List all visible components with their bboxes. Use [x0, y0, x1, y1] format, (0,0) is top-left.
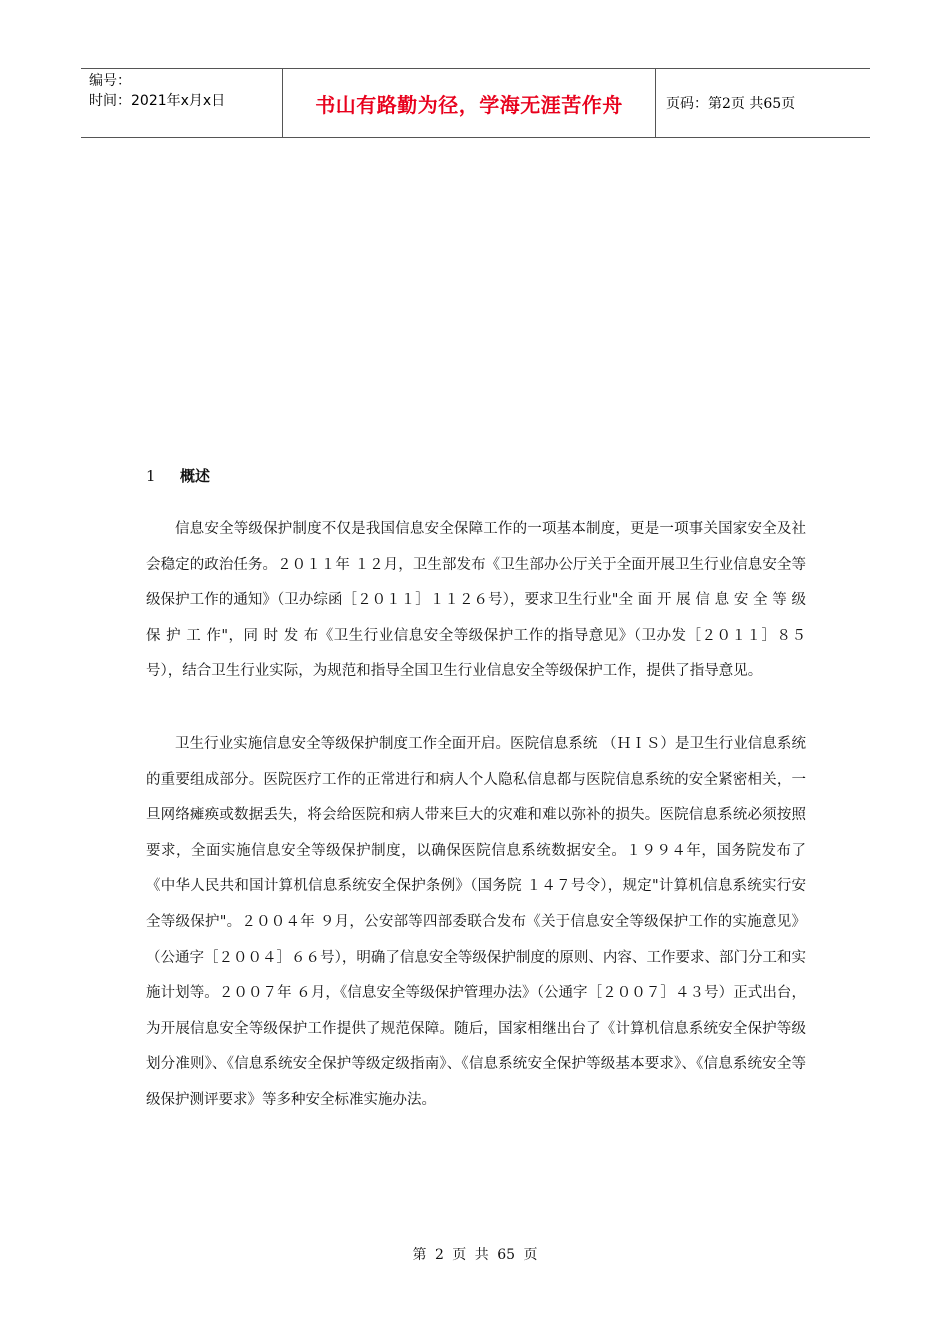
serial-label: 编号： — [89, 73, 131, 89]
header-motto-cell — [282, 69, 656, 137]
paragraph-1: 信息安全等级保护制度不仅是我国信息安全保障工作的一项基本制度，更是一项事关国家安全及社会稳定的政治任务。２０１１年 １２月，卫生部发布《卫生部办公厅关于全面开展卫生行业信息安全等级保护工作的通知》（卫办综函［２０１１］１１２６号），要求卫生行业"全 面 开 展 信 息 安 全 等 级 保 护 工 作"，同 时 发 布《卫生行业信息安全等级保护工作的指导意见》（卫办发［２０１１］８５号），结合卫生行业实际，为规范和指导全国卫生行业信息安全等级保护工作，提供了指导意见。 — [146, 521, 806, 680]
section-heading — [146, 462, 806, 490]
paragraph-gap — [146, 690, 806, 727]
section-title: 概述 — [180, 467, 211, 485]
time-label: 时间：2021年x月x日 — [89, 93, 226, 109]
motto-text: 书山有路勤为径，学海无涯苦作舟 — [315, 92, 623, 117]
header-page-info: 页码：第2页 共65页 — [666, 96, 796, 112]
document-body — [146, 462, 806, 1119]
page-footer: 第 2 页 共 65 页 — [412, 1247, 538, 1263]
page-header — [81, 68, 870, 138]
section-number: 1 — [146, 467, 156, 485]
header-left-cell — [81, 69, 282, 137]
paragraph-2: 卫生行业实施信息安全等级保护制度工作全面开启。医院信息系统 （ＨＩＳ）是卫生行业信息系统的重要组成部分。医院医疗工作的正常进行和病人个人隐私信息都与医院信息系统的安全紧密相关，一旦网络瘫痪或数据丢失，将会给医院和病人带来巨大的灾难和难以弥补的损失。医院信息系统必须按照要求，全面实施信息安全等级保护制度，以确保医院信息系统数据安全。１９９４年，国务院发布了《中华人民共和国计算机信息系统安全保护条例》（国务院 １４７号令），规定"计算机信息系统实行安全等级保护"。２００４年 ９月，公安部等四部委联合发布《关于信息安全等级保护工作的实施意见》（公通字［２００４］６６号），明确了信息安全等级保护制度的原则、内容、工作要求、部门分工和实施计划等。２００７年 ６月，《信息安全等级保护管理办法》（公通字［２００７］４３号）正式出台，为开展信息安全等级保护工作提供了规范保障。随后，国家相继出台了《计算机信息系统安全保护等级划分准则》、《信息系统安全保护等级定级指南》、《信息系统安全保护等级基本要求》、《信息系统安全等级保护测评要求》等多种安全标准实施办法。 — [146, 735, 806, 1108]
header-page-cell — [656, 69, 870, 137]
